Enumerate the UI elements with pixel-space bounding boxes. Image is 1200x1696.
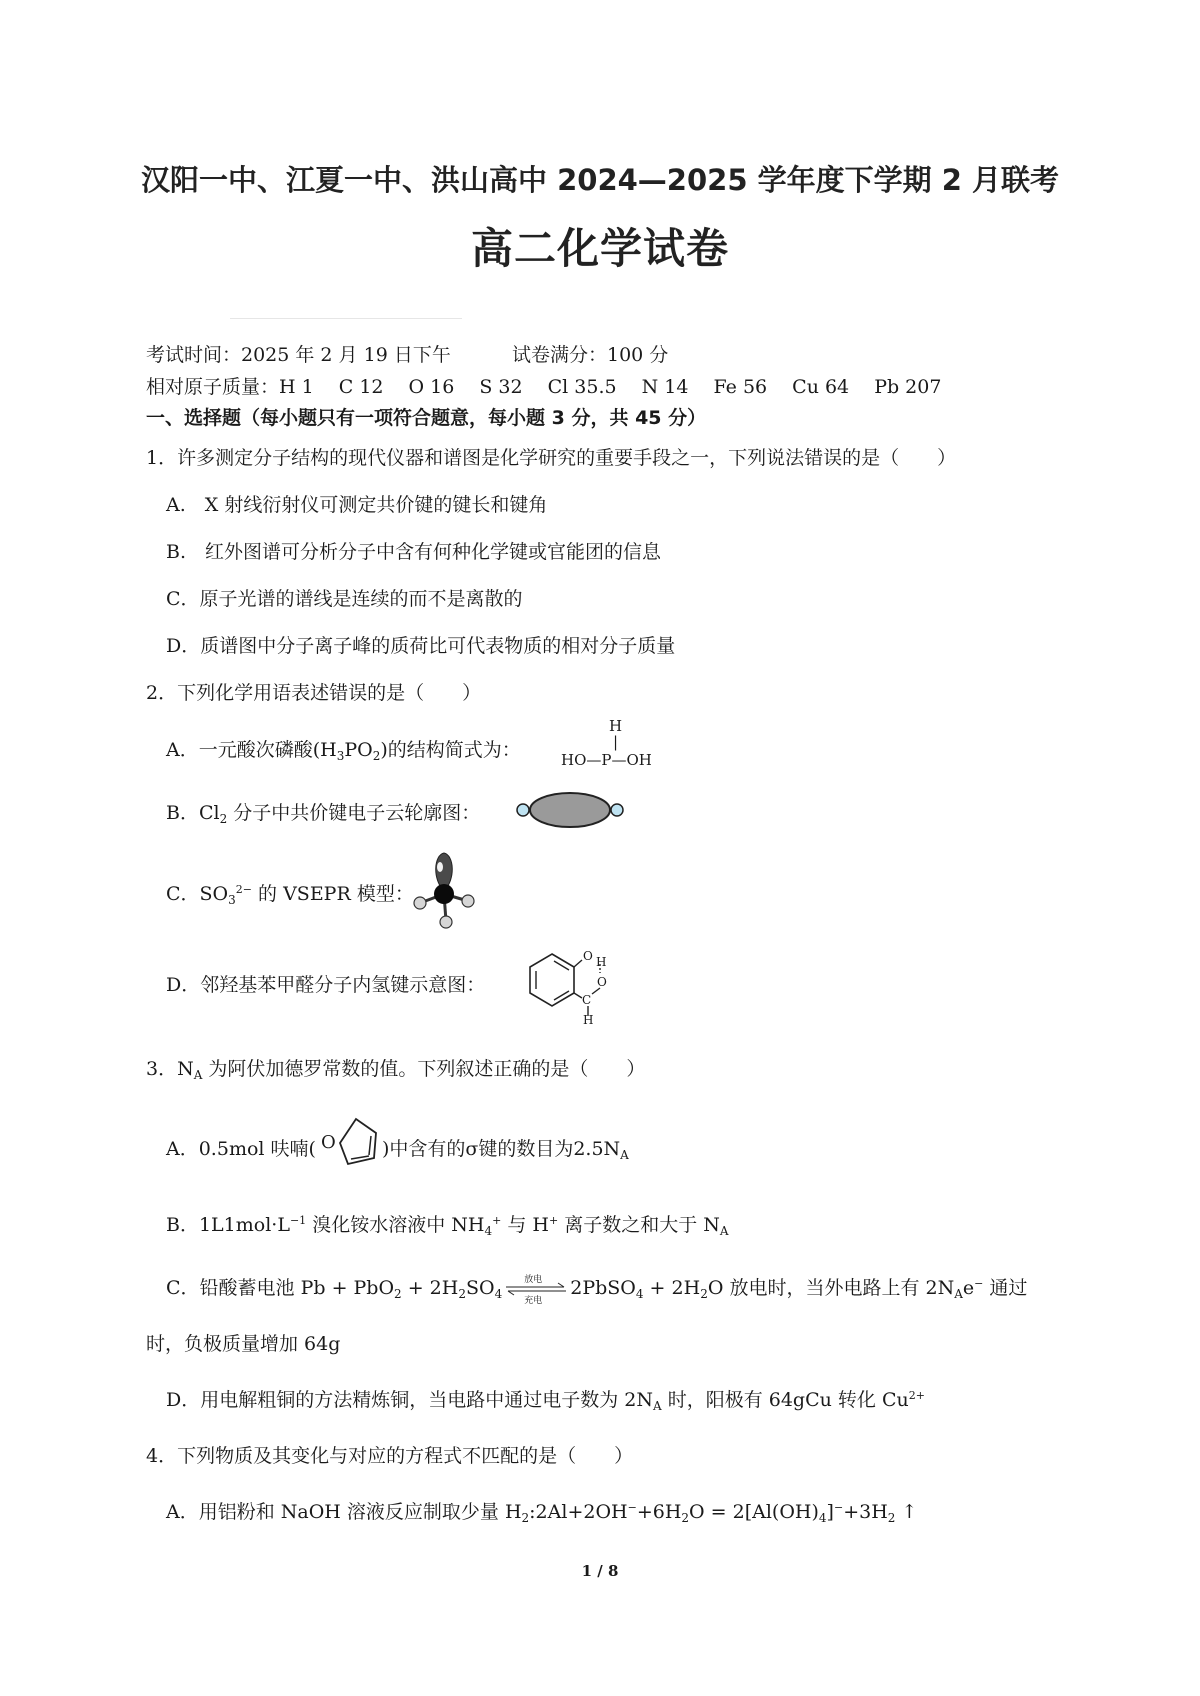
page-number: 1 / 8	[581, 1562, 619, 1580]
atomic-masses: 相对原子质量：H 1 C 12 O 16 S 32 Cl 35.5 N 14 Fe 56 Cu 64 Pb 207	[146, 376, 942, 398]
section-heading: 一、选择题（每小题只有一项符合题意，每小题 3 分，共 45 分）	[146, 407, 707, 429]
q1-option-c: C．原子光谱的谱线是连续的而不是离散的	[166, 588, 523, 610]
q1-option-b: B. 红外图谱可分析分子中含有何种化学键或官能团的信息	[166, 541, 662, 563]
label-o1: O	[583, 949, 593, 963]
struct-main: HO—P—OH	[561, 751, 652, 769]
label-c: C	[582, 993, 592, 1007]
label-h2: H	[583, 1013, 594, 1027]
exam-title: 汉阳一中、江夏一中、洪山高中 2024—2025 学年度下学期 2 月联考	[141, 163, 1059, 197]
reversible-arrow	[504, 1275, 568, 1306]
q4-stem: 4．下列物质及其变化与对应的方程式不匹配的是（ ）	[146, 1445, 634, 1467]
cl2-electron-cloud-figure	[514, 790, 626, 830]
paper-title: 高二化学试卷	[470, 224, 729, 273]
q3-option-d: D．用电解粗铜的方法精炼铜，当电路中通过电子数为 $2N_A$ 时，阳极有 64gCu 转化 $Cu^{2+}$	[166, 1389, 925, 1413]
q2-option-c: C．$SO_3^{2-}$ 的 VSEPR 模型：	[166, 883, 414, 907]
q3-stem: 3．$N_A$ 为阿伏加德罗常数的值。下列叙述正确的是（ ）	[146, 1058, 646, 1082]
struct-h: H	[609, 717, 623, 735]
q2-option-a: A．一元酸次磷酸$(H_3PO_2)$的结构简式为：	[166, 739, 521, 763]
q1-stem: 1．许多测定分子结构的现代仪器和谱图是化学研究的重要手段之一，下列说法错误的是（ ）	[146, 447, 957, 469]
exam-time: 考试时间：2025 年 2 月 19 日下午	[146, 344, 451, 366]
full-score: 试卷满分：100 分	[512, 344, 669, 366]
label-o2: O	[597, 975, 607, 989]
vsepr-model-figure	[408, 847, 480, 933]
hydroxybenzaldehyde-structure	[520, 940, 620, 1026]
q3-option-c-continued: 时，负极质量增加 64g	[146, 1333, 341, 1355]
furan-structure	[320, 1112, 388, 1172]
arrow-bottom-label: 充电	[524, 1296, 543, 1306]
q2-stem: 2．下列化学用语表述错误的是（ ）	[146, 682, 482, 704]
label-h1: H	[596, 955, 607, 969]
q1-option-a: A. X 射线衍射仪可测定共价键的键长和键角	[166, 494, 548, 516]
q1-option-d: D．质谱图中分子离子峰的质荷比可代表物质的相对分子质量	[166, 635, 676, 657]
arrow-top-label: 放电	[524, 1275, 543, 1285]
q2-option-d: D．邻羟基苯甲醛分子内氢键示意图：	[166, 974, 486, 996]
struct-bond: |	[613, 733, 619, 751]
q4-option-a: A．用铝粉和 NaOH 溶液反应制取少量 $H_2:2Al+2OH^-+6H_2O = 2[Al(OH)_4]^-+3H_2$ ↑	[166, 1501, 918, 1525]
divider	[230, 318, 462, 319]
q2-option-b: B．$Cl_2$ 分子中共价键电子云轮廓图：	[166, 802, 481, 826]
furan-o-label: O	[321, 1132, 336, 1153]
q3-option-c: C．铅酸蓄电池 $Pb + PbO_2 + 2H_2SO_4$ 放电 充电 2PbSO$_4$ + $2H_2O$ 放电时，当外电路上有 $2N_Ae^-$ 通过	[166, 1273, 1027, 1302]
q3-option-b: B．$1L1mol\cdot L^{-1}$ 溴化铵水溶液中 $NH_4^+$ 与 H+ 离子数之和大于 $N_A$	[166, 1214, 729, 1238]
q3-option-a: A．0.5mol 呋喃( )中含有的σ键的数目为$2.5N_A$	[166, 1138, 629, 1162]
